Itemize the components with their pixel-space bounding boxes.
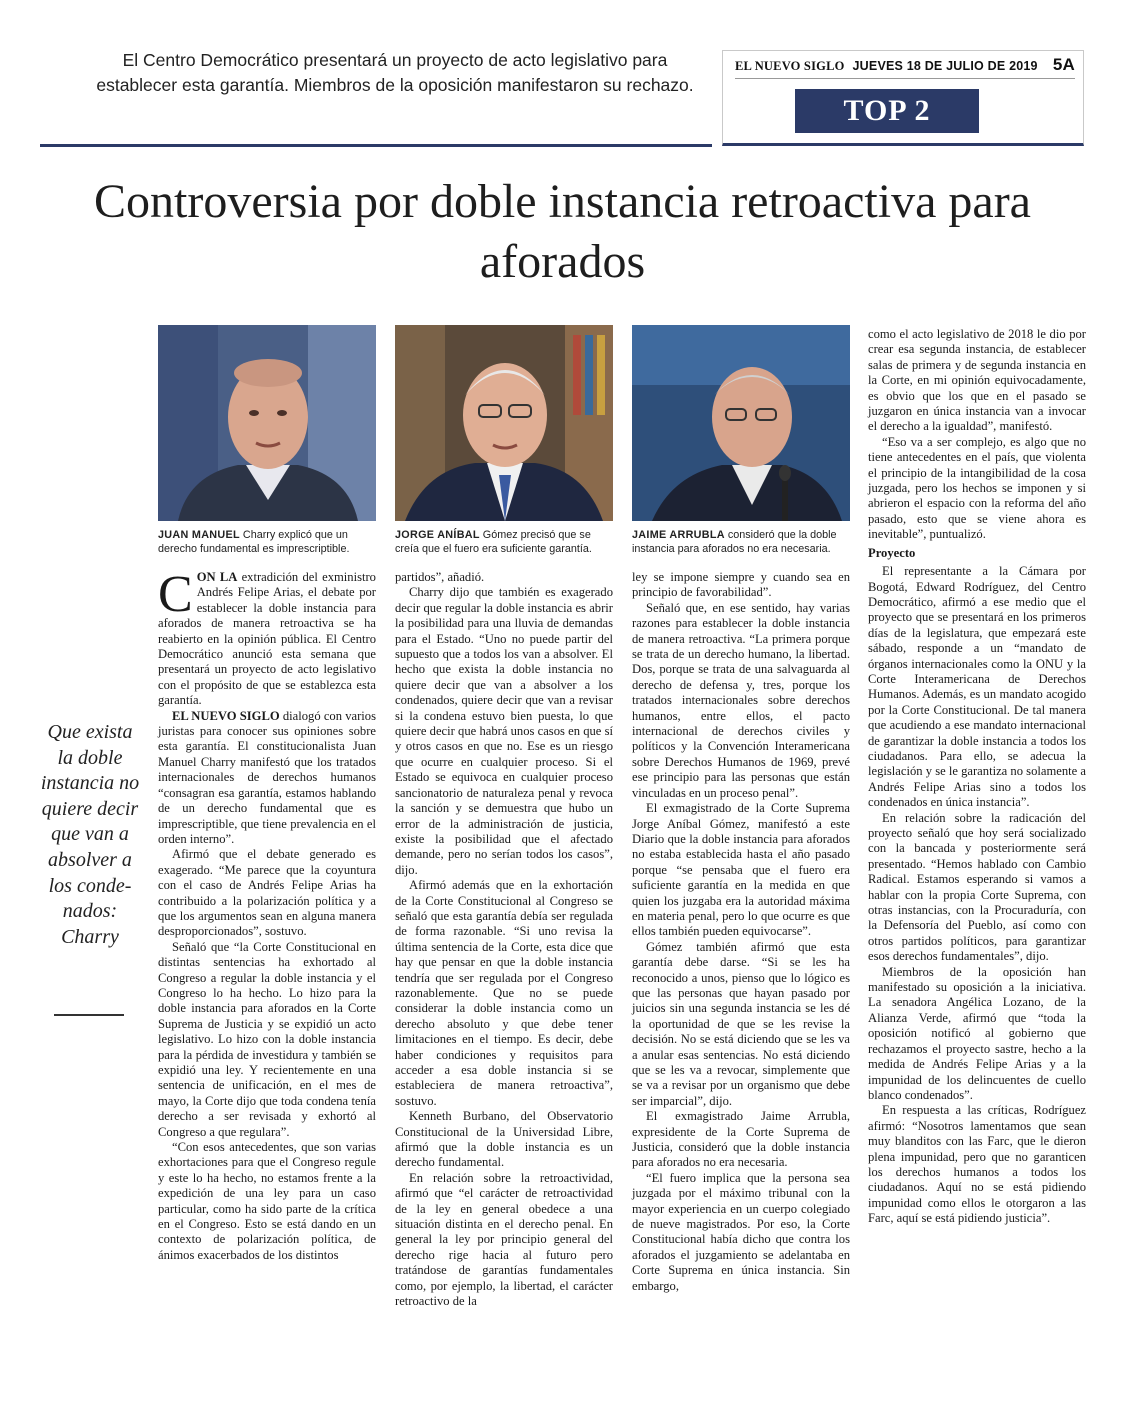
article-column-2 bbox=[395, 570, 613, 1310]
caption-text: consideró que la doble instancia para aforados no era necesaria. bbox=[632, 529, 837, 555]
portrait-illustration bbox=[158, 325, 376, 521]
paragraph: Gómez también afirmó que esta garantía debe darse. “Si se les ha reconocido a unos, pienso que lo lógico es que las personas que hayan pasado por juicios sin una segunda instancia se les dé la oportunidad de que se les revise la decisión. No se está diciendo que se les va a anular esas sentencias. No está diciendo que se les va a revocar, simplemente que se va a revisar por un organismo que debe ser imparcial”, dijo. bbox=[632, 939, 850, 1108]
article-column-3 bbox=[632, 570, 850, 1294]
lead-caps: ON LA bbox=[196, 570, 238, 584]
paragraph: Afirmó además que en la exhortación de la Corte Constitucional al Congreso se señaló que esta garantía debía ser regulada de forma razonable. “Si uno revisa la última sentencia de la Corte, esta dice que hay que pensar en que la doble instancia tendría que ser regulada por el Congreso razonablemente. Que no se puede considerar la doble instancia como un derecho absoluto y que debe tener limitaciones en el tiempo. Es decir, debe haber condiciones y requisitos para acceder a esa doble instancia si se estableciera de manera retroactiva”, sostuvo. bbox=[395, 878, 613, 1108]
paragraph: En respuesta a las críticas, Rodríguez afirmó: “Nosotros lamentamos que sean muy blanditos con las Farc, que le dieron plena impunidad, pero que no garanticen los derechos humanos a todos los ciudadanos. Aquí no se está pidiendo impunidad como ellos le otorgaron a las Farc, aquí se está pidiendo justicia”. bbox=[868, 1103, 1086, 1226]
summary-divider bbox=[40, 144, 712, 147]
pull-quote: Que exista la doble instancia no quiere decir que van a absolver a los conde-nados: Charry bbox=[40, 721, 140, 948]
caption-text: Gómez precisó que se creía que el fuero era suficiente garantía. bbox=[395, 529, 592, 555]
paragraph: “El fuero implica que la persona sea juzgada por el máximo tribunal con la mayor experiencia en un cuerpo colegiado de nueve magistrados. Por eso, la Corte Constitucional había dicho que contra los aforados el juzgamiento se adelantaba en Corte Suprema en única instancia. Sin embargo, bbox=[632, 1170, 850, 1293]
paragraph: como el acto legislativo de 2018 le dio por crear esa segunda instancia, de establecer salas de primera y de segunda instancia en la Corte, en mi opinión equivocadamente, es obvio que los que en el pasado se juzgaron en única instancia van a invocar el derecho a la igualdad”, manifestó. bbox=[868, 327, 1086, 434]
paragraph: Afirmó que el debate generado es exagerado. “Me parece que la coyuntura con el caso de Andrés Felipe Arias ha contribuido a la polarización política y a que los argumentos sean en alguna manera desproporcionados”, sostuvo. bbox=[158, 847, 376, 939]
article-column-1 bbox=[158, 566, 376, 1263]
paragraph: Señaló que “la Corte Constitucional en distintas sentencias ha exhortado al Congreso a regular la doble instancia y el Congreso lo ha hecho. Lo hizo para la doble instancia para aforados en la Corte Suprema de Justicia y se expidió un acto legislativo. Lo hizo con la doble instancia para la pérdida de investidura y también se expidió una ley. Y recientemente en una sentencia de unificación, en el mes de mayo, la Corte dijo que toda condena tenía derecho a ser revisada y exhortó al Congreso a que regulara”. bbox=[158, 939, 376, 1139]
paragraph: “Eso va a ser complejo, es algo que no tiene antecedentes en el país, que violenta el principio de la intangibilidad de la cosa juzgada, pero los hechos se imponen y si abrieron el espacio con la reforma del año pasado, esto que se viene ahora es inevitable”, puntualizó. bbox=[868, 434, 1086, 542]
caption-name: JAIME ARRUBLA bbox=[632, 529, 725, 541]
photo-caption bbox=[158, 528, 380, 556]
newspaper-name-inline: EL NUEVO SIGLO bbox=[172, 708, 280, 723]
portrait-illustration bbox=[632, 325, 850, 521]
photo-jorge-anibal-gomez bbox=[395, 325, 613, 521]
article-column-4 bbox=[868, 327, 1086, 1227]
paragraph: Charry dijo que también es exagerado decir que regular la doble instancia es abrir la posibilidad para una lluvia de demandas para el Estado. “Uno no puede partir del supuesto que a todos los van a absolver. El hecho que exista la doble instancia no quiere decir que van a absolver a los condenados, quiere decir que van a revisar si la condena estuvo bien puesta, lo que quiere decir que habrá unos casos en que sí y otros casos en que no. Ese es un riesgo que ocurre en cualquier proceso. Si el Estado se equivoca en cualquier proceso sancionatorio de naturaleza penal y revoca la sanción y se demuestra que hubo un error de la administración de justicia, existe la posibilidad que el afectado demande, pero no serían todos los casos”, dijo. bbox=[395, 585, 613, 877]
photo-jaime-arrubla bbox=[632, 325, 850, 521]
paragraph: El exmagistrado Jaime Arrubla, expresidente de la Corte Suprema de Justicia, consideró que la doble instancia para aforados no era necesaria. bbox=[632, 1109, 850, 1170]
subhead: Proyecto bbox=[868, 545, 916, 560]
paragraph: Señaló que, en ese sentido, hay varias razones para establecer la doble instancia de manera retroactiva. “La primera porque se trata de un derecho humano, la libertad. Dos, porque se trata de una salvaguarda al derecho de defensa y, tres, porque los tratados internacionales sobre derechos humanos, entre ellos, el pacto internacional de derechos civiles y políticos y la Convención Interamericana sobre Derechos Humanos de 1969, prevé ese principio para las personas que están vinculadas en un proceso penal”. bbox=[632, 600, 850, 800]
paragraph: El exmagistrado de la Corte Suprema Jorge Aníbal Gómez, manifestó a este Diario que la doble instancia para aforados no estaba establecida hasta el año pasado porque “se pensaba que el fuero era suficiente garantía en la medida en que quien los juzgaba era la autoridad máxima en materia penal, pero lo que ocurre es que ellos también pueden equivocarse”. bbox=[632, 801, 850, 939]
page-masthead bbox=[722, 50, 1084, 146]
caption-name: JUAN MANUEL bbox=[158, 529, 240, 541]
paragraph: El representante a la Cámara por Bogotá, Edward Rodríguez, del Centro Democrático, afirmó a ese medio que el proyecto que se presentará en los primeros días de la legislatura, que empezará este sábado, responde a un “mandato de órganos internacionales como la ONU y la Corte Interamericana de Derechos Humanos. Además, es un mandato acogido por la Corte Constitucional. De tal manera que acudiendo a ese mandato internacional de garantizar la doble instancia a todos los ciudadanos. Para ello, se adecua la legislación y se le garantiza no solamente a Andrés Felipe Arias sino a todos los condenados en única instancia”. bbox=[868, 564, 1086, 810]
paragraph: Miembros de la oposición han manifestado su oposición a la iniciativa. La senadora Angélica Lozano, de la Alianza Verde, afirmó que “toda la oposición notificó al gobierno que rechazamos el proyecto sastre, hecho a la medida de Andrés Felipe Arias y a la impunidad de los delincuentes de cuello blanco condenados”. bbox=[868, 964, 1086, 1102]
pull-quote-divider bbox=[54, 1014, 124, 1016]
paragraph: En relación sobre la radicación del proyecto señaló que hoy será socializado con la bancada y posteriormente será presentado. “Hemos hablado con Cambio Radical. Estamos esperando si vamos a hablar con la propia Corte Suprema, con otras instancias, con la Procuraduría, con la Defensoría del Pueblo, así como con otros partidos políticos, para garantizar esos derechos fundamentales”, dijo. bbox=[868, 810, 1086, 964]
newspaper-name: EL NUEVO SIGLO bbox=[735, 59, 845, 73]
paragraph: ley se impone siempre y cuando sea en principio de favorabilidad”. bbox=[632, 570, 850, 600]
section-badge: TOP 2 bbox=[795, 89, 979, 133]
article-summary: El Centro Democrático presentará un proyecto de acto legislativo para establecer esta garantía. Miembros de la oposición manifestaron su rechazo. bbox=[96, 50, 694, 95]
headline: Controversia por doble instancia retroactiva para aforados bbox=[94, 175, 1031, 288]
caption-name: JORGE ANÍBAL bbox=[395, 529, 480, 541]
paragraph: CON LA extradición del exministro Andrés Felipe Arias, el debate por establecer la doble instancia para aforados de manera retroactiva se ha reabierto en la opinión pública. El Centro Democrático anunció esta semana que presentará un proyecto de acto legislativo con el propósito de que se establezca esta garantía. bbox=[158, 566, 376, 708]
page-number: 5A bbox=[1052, 55, 1075, 74]
masthead-line bbox=[735, 55, 1075, 79]
photo-caption bbox=[632, 528, 854, 556]
issue-date: JUEVES 18 DE JULIO DE 2019 bbox=[852, 59, 1038, 73]
paragraph: EL NUEVO SIGLO dialogó con varios juristas para conocer sus opiniones sobre esta garantía. El constitucionalista Juan Manuel Charry manifestó que los tratados internacionales de derechos humanos “consagran esa garantía, estamos hablando de un derecho fundamental que es imprescriptible, que tiene prevalencia en el orden interno”. bbox=[158, 708, 376, 846]
paragraph: “Con esos antecedentes, que son varias exhortaciones para que el Congreso regule y este lo ha hecho, no estamos frente a la expedición de una ley para un caso particular, como ha sido parte de la crítica en el Congreso. Esto se está dando en un contexto de polarización política, de ánimos exacerbados de los distintos bbox=[158, 1140, 376, 1262]
portrait-illustration bbox=[395, 325, 613, 521]
paragraph: En relación sobre la retroactividad, afirmó que “el carácter de retroactividad de la ley en general obedece a una situación distinta en el derecho penal. En general la ley por principio general del derecho rige hacia al futuro pero tratándose de garantías fundamentales como, por ejemplo, la libertad, el carácter retroactivo de la bbox=[395, 1170, 613, 1309]
photo-caption bbox=[395, 528, 617, 556]
drop-cap: C bbox=[158, 566, 193, 623]
paragraph: Kenneth Burbano, del Observatorio Constitucional de la Universidad Libre, afirmó que la doble instancia es un derecho fundamental. bbox=[395, 1109, 613, 1170]
photo-juan-manuel-charry bbox=[158, 325, 376, 521]
caption-text: Charry explicó que un derecho fundamental es imprescriptible. bbox=[158, 529, 350, 555]
paragraph: partidos”, añadió. bbox=[395, 570, 485, 584]
